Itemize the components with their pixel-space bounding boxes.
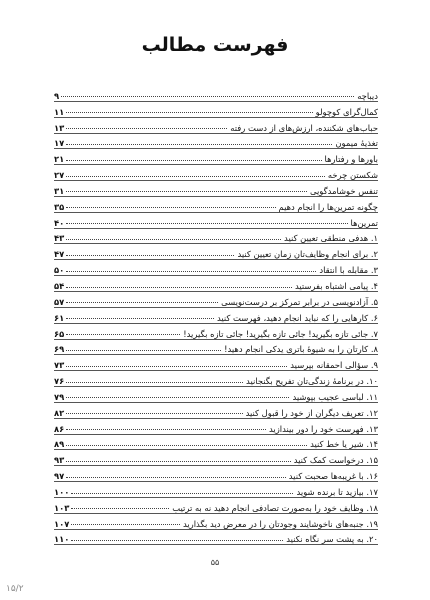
toc-entry-page: ۶۵ bbox=[54, 328, 65, 339]
toc-entry bbox=[54, 229, 378, 245]
toc-entry-title: تمرین‌ها bbox=[350, 217, 378, 228]
toc-entry bbox=[54, 292, 378, 308]
toc-entry-page: ۵۷ bbox=[54, 296, 65, 307]
toc-entry-page: ۹۳ bbox=[54, 455, 65, 466]
dot-leader bbox=[66, 232, 281, 240]
dot-leader bbox=[66, 422, 266, 430]
dot-leader bbox=[71, 486, 293, 494]
dot-leader bbox=[66, 343, 221, 351]
toc-entry-page: ۵۰ bbox=[54, 265, 65, 276]
toc-entry-title: شکستن چرخه bbox=[327, 170, 378, 181]
toc-entry-title: ۱۳. فهرست خود را دور بیندازید bbox=[268, 423, 378, 434]
toc-entry-page: ۵۴ bbox=[54, 280, 65, 291]
toc-entry-title: ۱۷. بیازید تا برنده شوید bbox=[296, 486, 378, 497]
toc-entry bbox=[54, 514, 378, 530]
corner-mark: ۱۵/۲ bbox=[6, 584, 24, 594]
toc-entry-title: حباب‌های شکننده، ارزش‌های از دست رفته bbox=[230, 122, 378, 133]
toc-entry-page: ۸۶ bbox=[54, 423, 65, 434]
toc-entry bbox=[54, 134, 378, 150]
toc-entry-page: ۴۰ bbox=[54, 217, 65, 228]
toc-entry bbox=[54, 324, 378, 340]
toc-entry-page: ۳۵ bbox=[54, 201, 65, 212]
toc-entry-title: چگونه تمرین‌ها را انجام دهیم bbox=[278, 201, 378, 212]
dot-leader bbox=[66, 216, 347, 224]
toc-entry-title: تغذیهٔ میمون bbox=[335, 138, 378, 149]
page-title: فهرست مطالب bbox=[141, 34, 289, 56]
toc-entry-page: ۳۱ bbox=[54, 185, 65, 196]
toc-entry-page: ۸۲ bbox=[54, 407, 65, 418]
toc-entry-title: ۱۴. شیر یا خط کنید bbox=[310, 439, 378, 450]
toc-entry-page: ۷۶ bbox=[54, 376, 65, 387]
toc-entry bbox=[54, 403, 378, 419]
dot-leader bbox=[66, 121, 227, 129]
toc-entry bbox=[54, 197, 378, 213]
toc-entry-page: ۷۹ bbox=[54, 391, 65, 402]
toc-entry bbox=[54, 102, 378, 118]
dot-leader bbox=[71, 501, 169, 509]
dot-leader bbox=[66, 406, 242, 414]
toc-entry-title: ۴. پیامی اشتباه بفرستید bbox=[294, 280, 378, 291]
toc-entry-page: ۴۷ bbox=[54, 249, 65, 260]
dot-leader bbox=[71, 517, 180, 525]
dot-leader bbox=[66, 184, 307, 192]
dot-leader bbox=[71, 533, 283, 541]
dot-leader bbox=[66, 359, 287, 367]
toc-entry bbox=[54, 498, 378, 514]
toc-entry bbox=[54, 165, 378, 181]
toc-entry-page: ۲۷ bbox=[54, 170, 65, 181]
toc-entry bbox=[54, 466, 378, 482]
toc-entry-title: دیباچه bbox=[357, 90, 378, 101]
toc-entry bbox=[54, 244, 378, 260]
dot-leader bbox=[66, 105, 312, 113]
toc-entry-page: ۲۱ bbox=[54, 154, 65, 165]
toc-entry bbox=[54, 340, 378, 356]
toc-entry-title: ۲۰. به پشت سر نگاه نکنید bbox=[286, 534, 378, 545]
toc-entry bbox=[54, 371, 378, 387]
toc-entry-title: ۸. کارتان را به شیوهٔ باتری یدکی انجام دهید! bbox=[224, 344, 378, 355]
toc-entry-title: ۱۵. درخواست کمک کنید bbox=[293, 455, 378, 466]
toc-entry bbox=[54, 435, 378, 451]
toc-entry-title: ۱۶. با غریبه‌ها صحبت کنید bbox=[288, 471, 378, 482]
dot-leader bbox=[66, 264, 316, 272]
page-number: ۵۵ bbox=[210, 558, 220, 567]
dot-leader bbox=[61, 89, 354, 97]
toc-entry-title: ۹. سؤالی احمقانه بپرسید bbox=[290, 360, 378, 371]
toc-entry bbox=[54, 149, 378, 165]
dot-leader bbox=[66, 470, 286, 478]
toc-entry-title: ۱۸. وظایف خود را به‌صورت تصادفی انجام دهید نه به ترتیب bbox=[172, 502, 378, 513]
toc-entry-page: ۱۳ bbox=[54, 122, 65, 133]
toc-entry bbox=[54, 355, 378, 371]
dot-leader bbox=[66, 137, 332, 145]
toc-entry-title: ۶. کارهایی را که نباید انجام دهید، فهرست کنید bbox=[216, 312, 378, 323]
table-of-contents bbox=[54, 86, 378, 545]
dot-leader bbox=[66, 438, 307, 446]
toc-entry-page: ۷۳ bbox=[54, 360, 65, 371]
toc-entry-title: ۲. برای انجام وظایف‌تان زمان تعیین کنید bbox=[237, 249, 378, 260]
dot-leader bbox=[66, 311, 214, 319]
dot-leader bbox=[66, 454, 291, 462]
dot-leader bbox=[66, 375, 243, 383]
toc-entry bbox=[54, 213, 378, 229]
toc-entry bbox=[54, 482, 378, 498]
toc-entry-page: ۱۱۰ bbox=[54, 534, 70, 545]
dot-leader bbox=[66, 200, 275, 208]
toc-entry-page: ۸۹ bbox=[54, 439, 65, 450]
toc-entry-title: ۱۲. تعریف دیگران از خود را قبول کنید bbox=[245, 407, 378, 418]
toc-entry-title: ۳. مقابله با انتقاد bbox=[319, 265, 378, 276]
toc-entry bbox=[54, 118, 378, 134]
dot-leader bbox=[66, 280, 292, 288]
dot-leader bbox=[66, 169, 325, 177]
dot-leader bbox=[66, 248, 234, 256]
toc-entry bbox=[54, 387, 378, 403]
toc-entry-title: ۵. آزادنویسی در برابر تمرکز بر درست‌نویسی bbox=[221, 296, 378, 307]
toc-entry-title: ۱۹. جنبه‌های ناخوشایند وجودتان را در معرض دید بگذارید bbox=[182, 518, 378, 529]
dot-leader bbox=[66, 390, 289, 398]
toc-entry-title: ۱۰. در برنامهٔ زندگی‌تان تفریح بگنجانید bbox=[246, 376, 378, 387]
toc-entry-page: ۱۰۷ bbox=[54, 518, 70, 529]
toc-entry-page: ۹۷ bbox=[54, 471, 65, 482]
toc-entry-page: ۶۹ bbox=[54, 344, 65, 355]
toc-entry bbox=[54, 181, 378, 197]
toc-entry-title: تنفس خوشامدگویی bbox=[309, 185, 378, 196]
dot-leader bbox=[66, 295, 218, 303]
toc-entry bbox=[54, 530, 378, 546]
toc-entry-page: ۴۳ bbox=[54, 233, 65, 244]
dot-leader bbox=[66, 327, 180, 335]
toc-entry-page: ۱۰۰ bbox=[54, 486, 70, 497]
toc-entry-page: ۶۱ bbox=[54, 312, 65, 323]
toc-entry bbox=[54, 308, 378, 324]
toc-entry bbox=[54, 260, 378, 276]
toc-entry-title: کمال‌گرای کوچولو bbox=[315, 106, 378, 117]
toc-entry-title: باورها و رفتارها bbox=[324, 154, 378, 165]
toc-entry-page: ۱۰۳ bbox=[54, 502, 70, 513]
toc-entry bbox=[54, 86, 378, 102]
toc-entry-page: ۱۱ bbox=[54, 106, 65, 117]
toc-entry-title: ۱۱. لباسی عجیب بپوشید bbox=[292, 391, 378, 402]
toc-entry bbox=[54, 450, 378, 466]
toc-entry-title: ۷. جائی تازه بگیرید! جائی تازه بگیرید! جائی تازه بگیرید! bbox=[183, 328, 378, 339]
dot-leader bbox=[66, 153, 321, 161]
toc-entry-title: ۱. هدفی منطقی تعیین کنید bbox=[284, 233, 378, 244]
toc-entry bbox=[54, 276, 378, 292]
toc-entry-page: ۹ bbox=[54, 90, 60, 101]
toc-entry bbox=[54, 419, 378, 435]
toc-entry-page: ۱۷ bbox=[54, 138, 65, 149]
